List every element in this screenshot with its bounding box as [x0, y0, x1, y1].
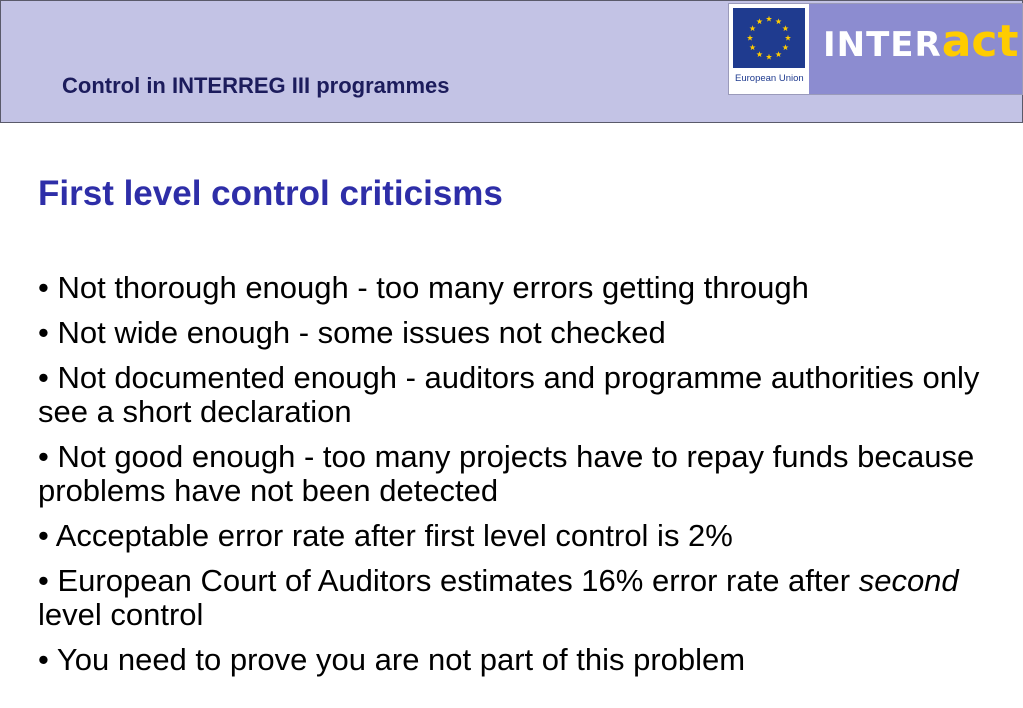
bullet-item	[38, 564, 998, 632]
bullet-list	[38, 271, 998, 688]
bullet-text-after: level control	[38, 597, 204, 632]
interact-logo-panel	[809, 4, 1022, 94]
bullet-item: • Not wide enough - some issues not checked	[38, 315, 666, 350]
bullet-emphasis: second	[858, 563, 959, 598]
interact-logo	[823, 16, 1019, 67]
bullet-text-before: • European Court of Auditors estimates 16% error rate after	[38, 563, 859, 598]
eu-flag-icon	[731, 6, 807, 90]
bullet-item: • Not thorough enough - too many errors getting through	[38, 270, 809, 305]
presentation-title: Control in INTERREG III programmes	[62, 73, 450, 98]
header-bar	[0, 0, 1023, 123]
eu-caption: European Union	[735, 73, 804, 84]
logo-banner	[728, 3, 1023, 95]
logo-text-inter: INTER	[823, 25, 942, 65]
bullet-item: • You need to prove you are not part of this problem	[38, 642, 746, 677]
bullet-item: • Acceptable error rate after first level control is 2%	[38, 518, 733, 553]
slide-heading: First level control criticisms	[38, 174, 503, 213]
bullet-item: • Not good enough - too many projects have to repay funds because problems have not been detected	[38, 439, 975, 508]
logo-text-act: act	[941, 16, 1019, 67]
bullet-item: • Not documented enough - auditors and programme authorities only see a short declaration	[38, 360, 980, 429]
